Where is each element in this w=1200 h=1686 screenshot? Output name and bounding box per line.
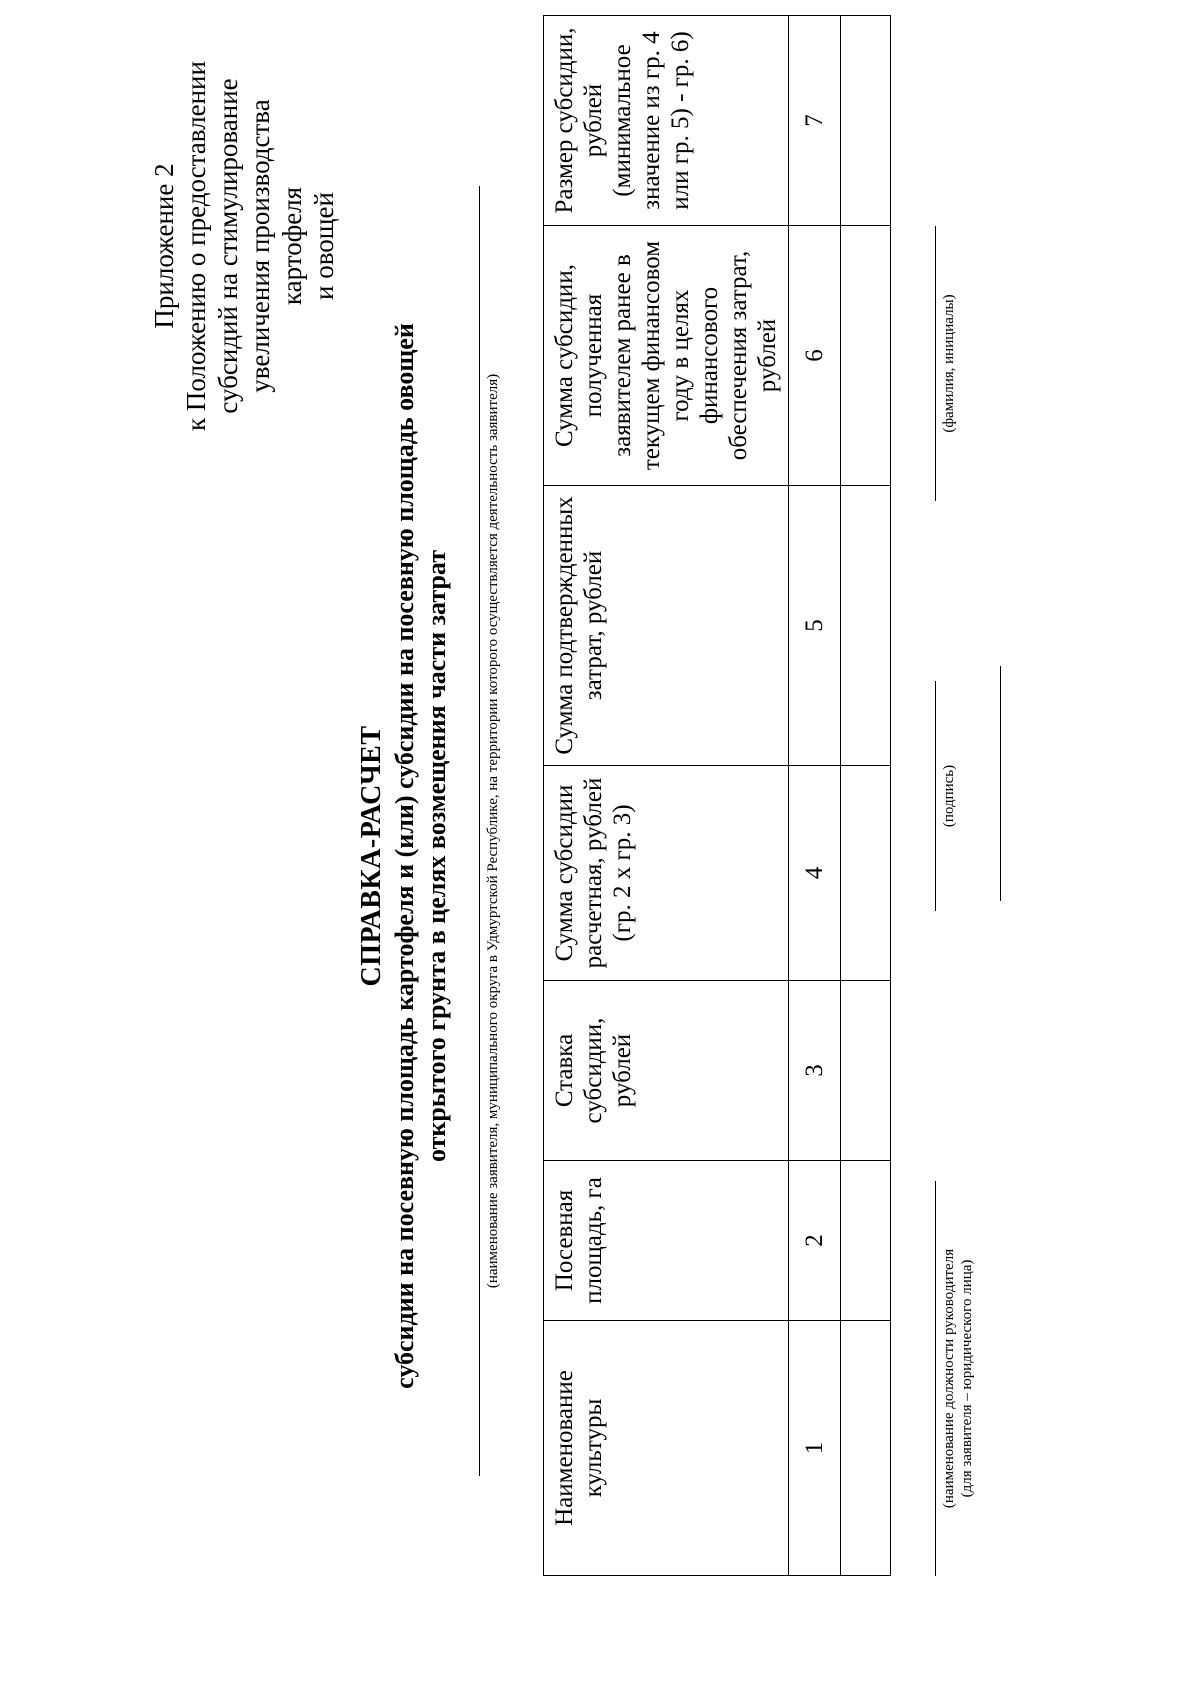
title-line: открытого грунта в целях возмещения части затрат <box>422 549 451 1163</box>
header-cell: Размер субсидии, рублей (минимальное значение из гр. 4 или гр. 5) - гр. 6) <box>544 16 789 226</box>
table-cell[interactable] <box>841 766 891 981</box>
table-cell[interactable] <box>841 226 891 486</box>
appendix-ref-line: увеличения производства картофеля <box>245 99 307 393</box>
signature-line <box>935 681 936 911</box>
name-line <box>935 226 936 501</box>
title-main: СПРАВКА-РАСЧЕТ <box>356 725 387 987</box>
table-cell[interactable] <box>841 1161 891 1321</box>
appendix-ref-line: и овощей <box>309 192 339 300</box>
position-line <box>935 1181 936 1576</box>
appendix-ref-line: к Положению о предоставлении <box>181 61 211 431</box>
title-line: субсидии на посевную площадь картофеля и (или) субсидии на посевную площадь овощей <box>390 323 419 1389</box>
appendix-ref-line: субсидий на стимулирование <box>213 78 243 414</box>
table-cell[interactable] <box>841 486 891 766</box>
applicant-name-line <box>479 186 480 1476</box>
calculation-table <box>543 15 891 1576</box>
header-cell: Сумма субсидии расчетная, рублей (гр. 2 х гр. 3) <box>544 766 789 981</box>
column-number: 5 <box>789 486 841 766</box>
date-line <box>1000 666 1001 901</box>
position-caption <box>940 1181 976 1576</box>
table-row <box>841 16 891 1576</box>
column-number-row <box>789 16 841 1576</box>
column-number: 7 <box>789 16 841 226</box>
header-cell: Посевная площадь, га <box>544 1161 789 1321</box>
header-cell: Сумма субсидии, полученная заявителем ранее в текущем финансовом году в целях финансового обеспечения затрат, рублей <box>544 226 789 486</box>
document-title <box>355 106 453 1606</box>
column-number: 4 <box>789 766 841 981</box>
header-cell: Наименование культуры <box>544 1321 789 1576</box>
table-cell[interactable] <box>841 1321 891 1576</box>
header-cell: Сумма подтвержденных затрат, рублей <box>544 486 789 766</box>
header-cell: Ставка субсидии, рублей <box>544 981 789 1161</box>
column-number: 1 <box>789 1321 841 1576</box>
table-cell[interactable] <box>841 981 891 1161</box>
name-caption: (фамилия, инициалы) <box>941 294 957 433</box>
column-number: 3 <box>789 981 841 1161</box>
signature-caption: (подпись) <box>941 764 957 828</box>
table-header-row <box>544 16 789 1576</box>
column-number: 6 <box>789 226 841 486</box>
table-cell[interactable] <box>841 16 891 226</box>
column-number: 2 <box>789 1161 841 1321</box>
appendix-header <box>148 46 340 446</box>
position-caption-line: (для заявителя – юридического лица) <box>959 1259 975 1498</box>
appendix-number: Приложение 2 <box>149 163 179 329</box>
applicant-caption: (наименование заявителя, муниципального округа в Удмуртской Республике, на территории которого осуществляется деятельность заявителя) <box>485 373 501 1289</box>
position-caption-line: (наименование должности руководителя <box>941 1248 957 1509</box>
